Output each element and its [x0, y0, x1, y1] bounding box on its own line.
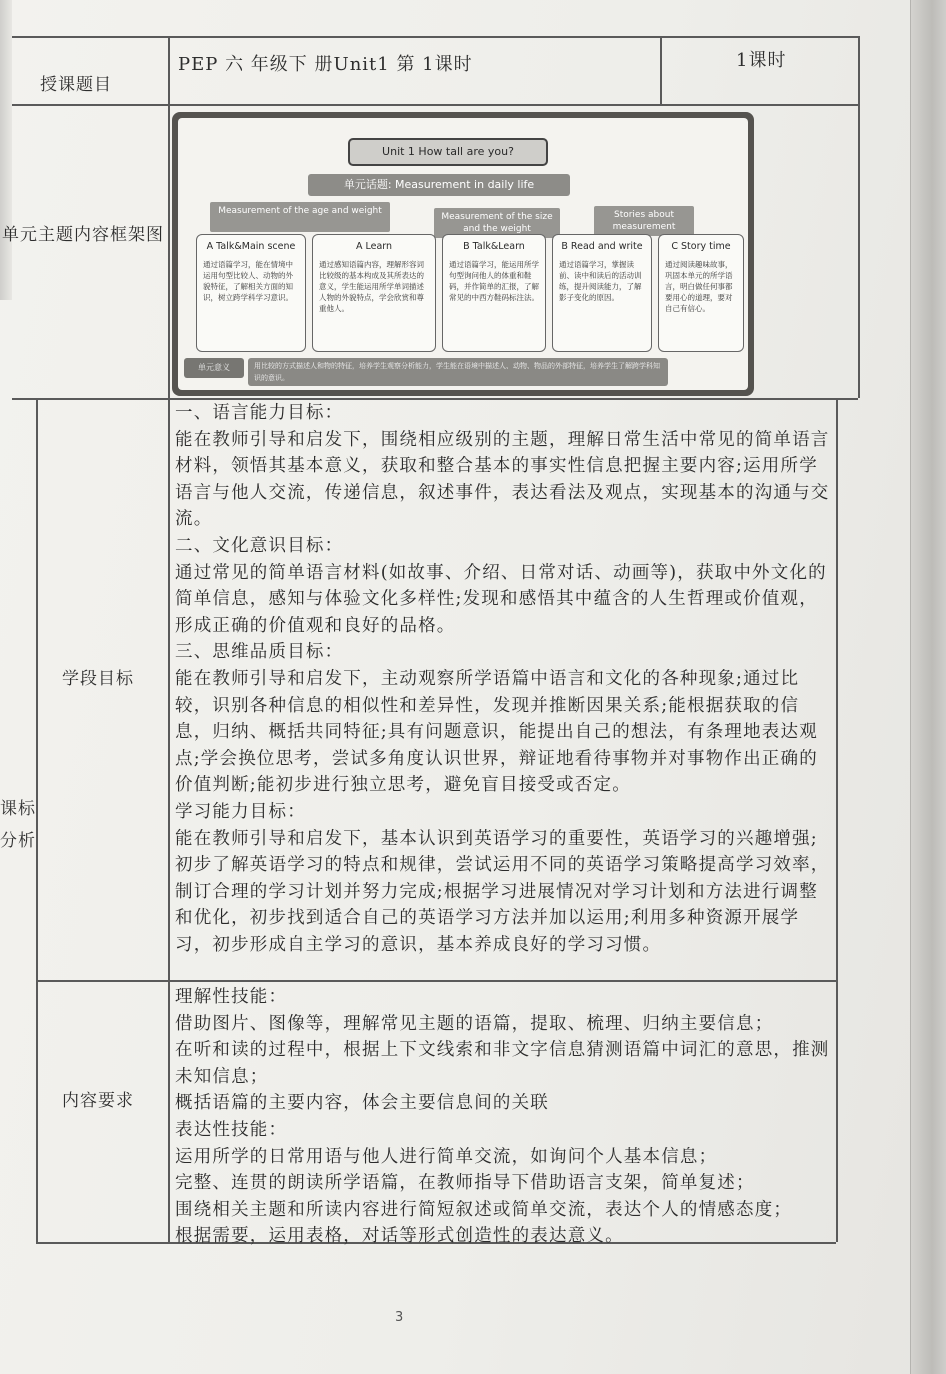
- diagram-box: [658, 234, 744, 352]
- content-req-text: [175, 984, 835, 1250]
- goal-paragraph: 一、语言能力目标：: [175, 403, 344, 423]
- diagram-subtopic: Measurement of the size and the weight: [434, 208, 560, 238]
- diagram-unit-title: Unit 1 How tall are you?: [348, 138, 548, 166]
- req-paragraph: 概括语篇的主要内容，体会主要信息间的关联: [175, 1093, 549, 1114]
- goal-paragraph: 通过常见的简单语言材料(如故事、介绍、日常对话、动画等)，获取中外文化的简单信息，感知与体验文化多样性;发现和感悟其中蕴含的人生哲理或价值观，形成正确的价值观和良好的品格。: [175, 562, 827, 636]
- topic-label: 授课题目: [40, 75, 112, 95]
- diagram-box-text: 通过语篇学习，能运用所学句型询问他人的体重和鞋码，并作简单的汇报，了解常见的中西方鞋码标注法。: [449, 260, 539, 302]
- framework-diagram: [172, 112, 754, 396]
- diagram-box-text: 通过语篇学习，能在情境中运用句型比较人、动物的外貌特征，了解相关方面的知识，树立跨学科学习意识。: [203, 260, 293, 302]
- goal-paragraph: 能在教师引导和启发下，主动观察所学语篇中语言和文化的各种现象;通过比较，识别各种信息的相似性和差异性，发现并推断因果关系;能根据获取的信息，归纳、概括共同特征;具有问题意识，能提出自己的想法，有条理地表达观点;学会换位思考，尝试多角度认识世界，辩证地看待事物并对事物作出正确的价值判断;能初步进行独立思考，避免盲目接受或否定。: [175, 668, 818, 796]
- req-paragraph: 运用所学的日常用语与他人进行简单交流，如询问个人基本信息；: [175, 1146, 718, 1167]
- diagram-bottom-label: 单元意义: [184, 358, 244, 378]
- diagram-box-text: 通过感知语篇内容，理解形容词比较级的基本构成及其所表达的意义，学生能运用所学单词描述人物的外貌特点，学会欣赏和尊重他人。: [319, 260, 424, 313]
- req-paragraph: 围绕相关主题和所读内容进行简短叙述或简单交流，表达个人的情感态度；: [175, 1199, 793, 1220]
- stage-goals-text: [175, 400, 835, 958]
- diagram-box-title: C Story time: [671, 241, 731, 252]
- curriculum-label-2: 分析: [0, 831, 36, 851]
- req-paragraph: 理解性技能：: [175, 987, 288, 1007]
- diagram-box-text: 通过语篇学习，掌握读前、读中和读后的活动训练，提升阅读能力，了解影子变化的原因。: [559, 260, 642, 302]
- diagram-box: [196, 234, 306, 352]
- req-paragraph: 在听和读的过程中，根据上下文线索和非文字信息猜测语篇中词汇的意思，推测未知信息；: [175, 1040, 830, 1087]
- page-number: 3: [395, 1310, 404, 1325]
- stage-goals-label: 学段目标: [62, 669, 134, 689]
- content-req-label: 内容要求: [62, 1091, 134, 1111]
- diagram-subtopic: Stories about measurement: [594, 206, 694, 236]
- diagram-box-title: A Learn: [355, 241, 393, 252]
- goal-paragraph: 学习能力目标：: [175, 801, 306, 822]
- diagram-bottom-text: 用比较的方式描述人和物的特征，培养学生观察分析能力，学生能在语境中描述人、动物、物品的外部特征，培养学生了解跨学科知识的意识。: [248, 358, 668, 386]
- diagram-theme: 单元话题: Measurement in daily life: [308, 174, 570, 196]
- period-count: 1课时: [736, 50, 787, 71]
- diagram-box-title: B Read and write: [561, 241, 643, 252]
- lesson-title: PEP 六 年级下 册Unit1 第 1课时: [178, 54, 473, 75]
- diagram-box-text: 通过阅读趣味故事，巩固本单元的所学语言，明白做任何事都要用心的道理，要对自己有信心。: [665, 260, 733, 313]
- goal-paragraph: 能在教师引导和启发下，围绕相应级别的主题，理解日常生活中常见的简单语言材料，领悟其基本意义，获取和整合基本的事实性信息把握主要内容;运用所学语言与他人交流，传递信息，叙述事件，表达看法及观点，实现基本的沟通与交流。: [175, 429, 830, 530]
- goal-paragraph: 能在教师引导和启发下，基本认识到英语学习的重要性，英语学习的兴趣增强;初步了解英语学习的特点和规律，尝试运用不同的英语学习策略提高学习效率，制订合理的学习计划并努力完成;根据学习进展情况对学习计划和方法进行调整和优化，初步找到适合自己的英语学习方法并加以运用;利用多种资源开展学习，初步形成自主学习的意识，基本养成良好的学习习惯。: [175, 828, 830, 955]
- curriculum-label-1: 课标: [0, 799, 36, 819]
- diagram-box: [312, 234, 436, 352]
- goal-paragraph: 三、思维品质目标：: [175, 642, 344, 663]
- diagram-box: [442, 234, 546, 352]
- req-paragraph: 表达性技能：: [175, 1119, 288, 1140]
- diagram-box-title: B Talk&Learn: [463, 241, 525, 252]
- goal-paragraph: 二、文化意识目标：: [175, 535, 344, 556]
- req-paragraph: 完整、连贯的朗读所学语篇，在教师指导下借助语言支架，简单复述；: [175, 1173, 755, 1194]
- req-paragraph: 借助图片、图像等，理解常见主题的语篇，提取、梳理、归纳主要信息；: [175, 1013, 774, 1034]
- diagram-subtopic: Measurement of the age and weight: [210, 202, 390, 232]
- diagram-box: [552, 234, 652, 352]
- framework-label: 单元主题内容框架图: [2, 225, 164, 245]
- diagram-box-title: A Talk&Main scene: [206, 241, 296, 252]
- req-paragraph: 根据需要，运用表格，对话等形式创造性的表达意义。: [175, 1226, 624, 1247]
